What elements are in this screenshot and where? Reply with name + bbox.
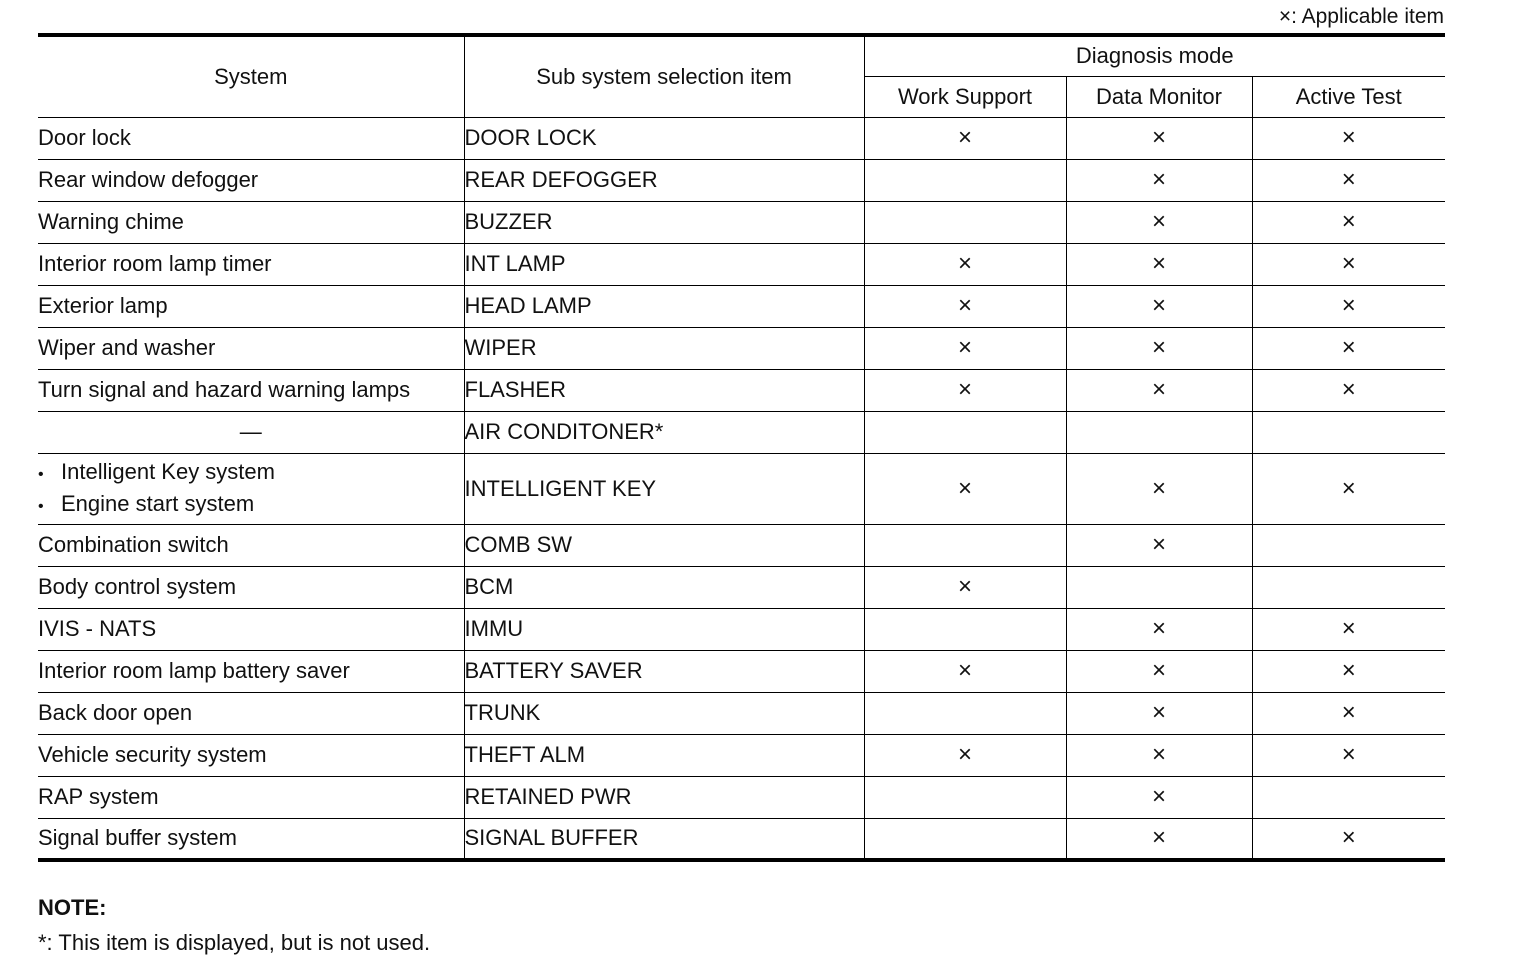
sub-system-cell: BATTERY SAVER: [464, 650, 864, 692]
data-monitor-cell: [1066, 566, 1252, 608]
data-monitor-cell: ×: [1066, 734, 1252, 776]
work-support-cell: [864, 776, 1066, 818]
data-monitor-cell: ×: [1066, 285, 1252, 327]
work-support-cell: ×: [864, 285, 1066, 327]
active-test-cell: [1252, 524, 1445, 566]
work-support-cell: [864, 692, 1066, 734]
table-row: [38, 692, 1445, 734]
active-test-cell: ×: [1252, 159, 1445, 201]
system-cell: [38, 453, 464, 524]
sub-system-cell: IMMU: [464, 608, 864, 650]
sub-system-cell: DOOR LOCK: [464, 117, 864, 159]
work-support-cell: [864, 818, 1066, 860]
header-sub-system: Sub system selection item: [464, 35, 864, 117]
sub-system-cell: RETAINED PWR: [464, 776, 864, 818]
work-support-cell: ×: [864, 650, 1066, 692]
data-monitor-cell: ×: [1066, 608, 1252, 650]
table-row: [38, 411, 1445, 453]
table-row: [38, 159, 1445, 201]
header-diagnosis-mode: Diagnosis mode: [864, 35, 1445, 76]
data-monitor-cell: ×: [1066, 650, 1252, 692]
data-monitor-cell: ×: [1066, 327, 1252, 369]
table-row: [38, 776, 1445, 818]
sub-system-cell: INTELLIGENT KEY: [464, 453, 864, 524]
active-test-cell: ×: [1252, 243, 1445, 285]
data-monitor-cell: ×: [1066, 369, 1252, 411]
table-row: [38, 369, 1445, 411]
active-test-cell: ×: [1252, 734, 1445, 776]
table-row: [38, 327, 1445, 369]
data-monitor-cell: ×: [1066, 117, 1252, 159]
active-test-cell: ×: [1252, 327, 1445, 369]
work-support-cell: ×: [864, 566, 1066, 608]
sub-system-cell: COMB SW: [464, 524, 864, 566]
system-cell: Turn signal and hazard warning lamps: [38, 369, 464, 411]
data-monitor-cell: ×: [1066, 776, 1252, 818]
sub-system-cell: REAR DEFOGGER: [464, 159, 864, 201]
sub-system-cell: TRUNK: [464, 692, 864, 734]
data-monitor-cell: ×: [1066, 201, 1252, 243]
work-support-cell: [864, 201, 1066, 243]
system-cell: Combination switch: [38, 524, 464, 566]
data-monitor-cell: ×: [1066, 453, 1252, 524]
system-cell: Signal buffer system: [38, 818, 464, 860]
data-monitor-cell: ×: [1066, 243, 1252, 285]
active-test-cell: [1252, 411, 1445, 453]
table-row: [38, 117, 1445, 159]
active-test-cell: ×: [1252, 285, 1445, 327]
data-monitor-cell: ×: [1066, 159, 1252, 201]
header-active-test: Active Test: [1252, 76, 1445, 117]
table-row: [38, 734, 1445, 776]
system-cell: Body control system: [38, 566, 464, 608]
system-bullet-list: [38, 457, 464, 521]
work-support-cell: ×: [864, 453, 1066, 524]
note-title: NOTE:: [38, 895, 107, 920]
data-monitor-cell: [1066, 411, 1252, 453]
sub-system-cell: HEAD LAMP: [464, 285, 864, 327]
system-cell: RAP system: [38, 776, 464, 818]
work-support-cell: [864, 159, 1066, 201]
diagnosis-table: [38, 33, 1445, 862]
system-cell: Interior room lamp battery saver: [38, 650, 464, 692]
table-row: [38, 650, 1445, 692]
sub-system-cell: SIGNAL BUFFER: [464, 818, 864, 860]
sub-system-cell: INT LAMP: [464, 243, 864, 285]
active-test-cell: [1252, 776, 1445, 818]
sub-system-cell: AIR CONDITONER*: [464, 411, 864, 453]
active-test-cell: ×: [1252, 117, 1445, 159]
table-row: [38, 818, 1445, 860]
system-cell: —: [38, 411, 464, 453]
work-support-cell: ×: [864, 243, 1066, 285]
sub-system-cell: FLASHER: [464, 369, 864, 411]
system-cell: Wiper and washer: [38, 327, 464, 369]
system-cell: Back door open: [38, 692, 464, 734]
table-row: [38, 243, 1445, 285]
work-support-cell: [864, 608, 1066, 650]
header-system: System: [38, 35, 464, 117]
note-text: *: This item is displayed, but is not used.: [38, 930, 431, 955]
sub-system-cell: WIPER: [464, 327, 864, 369]
data-monitor-cell: ×: [1066, 524, 1252, 566]
table-row: [38, 285, 1445, 327]
sub-system-cell: THEFT ALM: [464, 734, 864, 776]
table-row: [38, 566, 1445, 608]
table-row: [38, 608, 1445, 650]
sub-system-cell: BCM: [464, 566, 864, 608]
active-test-cell: ×: [1252, 650, 1445, 692]
work-support-cell: [864, 524, 1066, 566]
data-monitor-cell: ×: [1066, 692, 1252, 734]
system-cell: IVIS - NATS: [38, 608, 464, 650]
active-test-cell: [1252, 566, 1445, 608]
active-test-cell: ×: [1252, 201, 1445, 243]
work-support-cell: ×: [864, 327, 1066, 369]
work-support-cell: ×: [864, 369, 1066, 411]
active-test-cell: ×: [1252, 818, 1445, 860]
legend: ×: Applicable item: [1278, 5, 1444, 28]
system-cell: Rear window defogger: [38, 159, 464, 201]
sub-system-cell: BUZZER: [464, 201, 864, 243]
table-row: [38, 524, 1445, 566]
work-support-cell: ×: [864, 734, 1066, 776]
system-cell: Vehicle security system: [38, 734, 464, 776]
table-row: [38, 453, 1445, 524]
system-cell: Interior room lamp timer: [38, 243, 464, 285]
active-test-cell: ×: [1252, 453, 1445, 524]
work-support-cell: [864, 411, 1066, 453]
data-monitor-cell: ×: [1066, 818, 1252, 860]
work-support-cell: ×: [864, 117, 1066, 159]
header-data-monitor: Data Monitor: [1066, 76, 1252, 117]
system-cell: Warning chime: [38, 201, 464, 243]
list-item: • Engine start system: [38, 489, 464, 521]
list-item: • Intelligent Key system: [38, 457, 464, 489]
header-work-support: Work Support: [864, 76, 1066, 117]
active-test-cell: ×: [1252, 608, 1445, 650]
system-cell: Exterior lamp: [38, 285, 464, 327]
system-cell: Door lock: [38, 117, 464, 159]
active-test-cell: ×: [1252, 369, 1445, 411]
active-test-cell: ×: [1252, 692, 1445, 734]
table-row: [38, 201, 1445, 243]
